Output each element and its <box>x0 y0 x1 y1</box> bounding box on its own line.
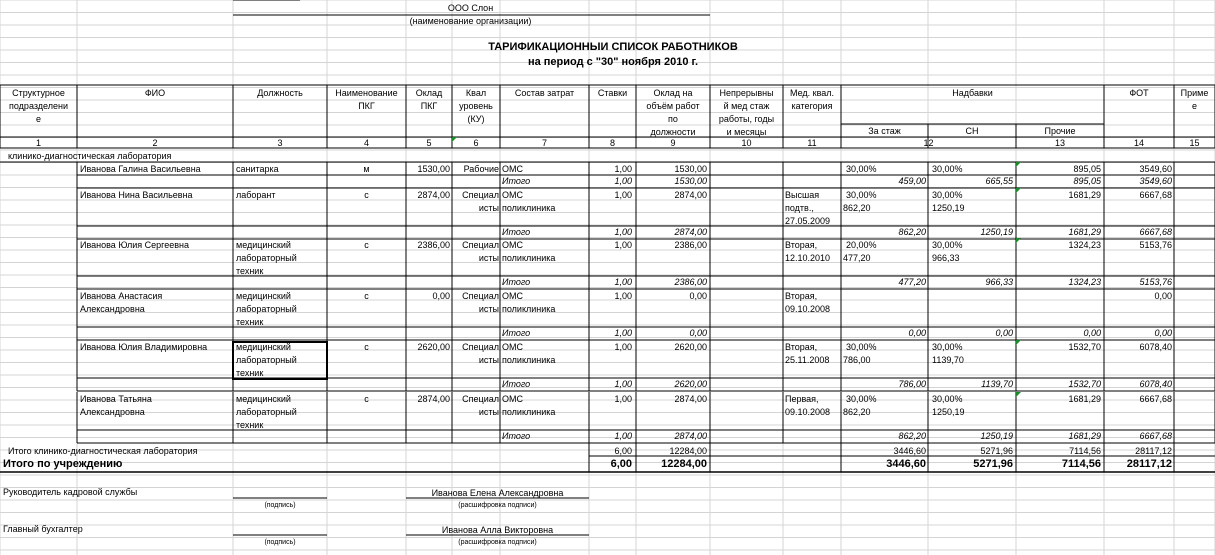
subtotal-rate: 1,00 <box>614 176 632 186</box>
header-c6: Квал <box>465 88 487 98</box>
fot-value: 6667,68 <box>1139 394 1172 404</box>
qual-level: исты <box>478 355 499 365</box>
stage-percent: 30,00% <box>846 394 877 404</box>
signature-name: Иванова Алла Викторовна <box>441 525 554 535</box>
fot-value: 6667,68 <box>1139 190 1172 200</box>
signature-role: Руководитель кадровой службы <box>3 487 138 497</box>
header-c10: Непрерывны <box>719 88 774 98</box>
subtotal-other: 895,05 <box>1073 176 1101 186</box>
header-c8: Ставки <box>597 88 628 98</box>
qual-level: Специал <box>462 342 499 352</box>
subtotal-other: 0,00 <box>1083 328 1101 338</box>
grand-total-stage: 3446,60 <box>886 458 926 470</box>
employee-position: техник <box>236 368 264 378</box>
sn-percent: 30,00% <box>932 240 963 250</box>
subtotal-other: 1681,29 <box>1068 431 1101 441</box>
sheet-title: ТАРИФИКАЦИОННЫЙ СПИСОК РАБОТНИКОВ <box>488 42 738 53</box>
dept-total-stage: 3446,60 <box>893 446 926 456</box>
subtotal-label: Итого <box>502 431 531 441</box>
org-name: ООО Слон <box>447 3 494 13</box>
column-number: 15 <box>1189 138 1200 148</box>
header-stage: За стаж <box>868 126 901 136</box>
stage-percent: 30,00% <box>846 190 877 200</box>
sn-amount: 966,33 <box>932 253 960 263</box>
department-name: клинико-диагностическая лаборатория <box>8 151 172 161</box>
cost-type: ОМС <box>502 190 523 200</box>
employee-position: санитарка <box>236 164 279 174</box>
subtotal-sn: 1250,19 <box>980 227 1013 237</box>
name-caption: (расшифровка подписи) <box>458 539 537 546</box>
header-allowances: Надбавки <box>952 88 993 98</box>
subtotal-sn: 665,55 <box>985 176 1013 186</box>
subtotal-stage: 459,00 <box>898 176 926 186</box>
med-category: 09.10.2008 <box>785 407 831 417</box>
subtotal-fot: 6667,68 <box>1139 227 1172 237</box>
volume-value: 2874,00 <box>674 190 707 200</box>
salary-value: 0,00 <box>432 291 450 301</box>
rate-value: 1,00 <box>614 240 632 250</box>
subtotal-label: Итого <box>502 379 531 389</box>
qual-level: Специал <box>462 190 499 200</box>
employee-position: лабораторный <box>236 304 297 314</box>
med-category: 12.10.2010 <box>785 253 831 263</box>
med-category: Первая, <box>785 394 819 404</box>
qual-level: Специал <box>462 394 499 404</box>
dept-total-volume: 12284,00 <box>669 446 707 456</box>
header-c3: Должность <box>257 88 303 98</box>
pkg-value: с <box>364 291 369 301</box>
header-c9: по <box>668 114 678 124</box>
header-c11: категория <box>791 101 833 111</box>
qual-level: Рабочие <box>463 164 499 174</box>
salary-value: 2620,00 <box>417 342 450 352</box>
grand-total-rate: 6,00 <box>610 458 632 470</box>
stage-percent: 30,00% <box>846 342 877 352</box>
qual-level: исты <box>478 203 499 213</box>
header-sn: СН <box>965 126 979 136</box>
signature-role: Главный бухгалтер <box>3 524 83 534</box>
subtotal-other: 1324,23 <box>1068 277 1101 287</box>
employee-name: Иванова Анастасия <box>80 291 163 301</box>
sn-percent: 30,00% <box>932 190 963 200</box>
sn-amount: 1250,19 <box>932 203 965 213</box>
qual-level: Специал <box>462 291 499 301</box>
header-c5: Оклад <box>415 88 443 98</box>
grand-total-volume: 12284,00 <box>661 458 707 470</box>
subtotal-volume: 2386,00 <box>674 277 707 287</box>
dept-total-other: 7114,56 <box>1069 446 1101 456</box>
other-allowance: 1532,70 <box>1068 342 1101 352</box>
subtotal-stage: 0,00 <box>908 328 926 338</box>
qual-level: исты <box>478 407 499 417</box>
subtotal-rate: 1,00 <box>614 277 632 287</box>
cost-type: ОМС <box>502 342 523 352</box>
cost-type: поликлиника <box>502 407 556 417</box>
grand-total-other: 7114,56 <box>1061 458 1101 470</box>
column-number: 4 <box>363 138 369 148</box>
cost-type: поликлиника <box>502 355 556 365</box>
grand-total-label: Итого по учреждению <box>3 458 123 470</box>
other-allowance: 1681,29 <box>1068 394 1101 404</box>
employee-position: техник <box>236 317 264 327</box>
rate-value: 1,00 <box>614 190 632 200</box>
employee-name: Александровна <box>80 304 145 314</box>
dept-total-fot: 28117,12 <box>1135 446 1172 456</box>
med-category: Вторая, <box>785 240 818 250</box>
employee-position: медицинский <box>236 342 291 352</box>
column-number: 9 <box>670 138 676 148</box>
header-c7: Состав затрат <box>514 88 575 98</box>
pkg-value: с <box>364 190 369 200</box>
qual-level: исты <box>478 253 499 263</box>
employee-name: Иванова Нина Васильевна <box>80 190 193 200</box>
salary-value: 2874,00 <box>417 394 450 404</box>
employee-name: Иванова Галина Васильевна <box>80 164 201 174</box>
subtotal-label: Итого <box>502 328 531 338</box>
employee-name: Иванова Татьяна <box>80 394 152 404</box>
header-fot: ФОТ <box>1129 88 1149 98</box>
sheet-subtitle: на период с "30" ноября 2010 г. <box>527 57 699 68</box>
header-c2: ФИО <box>144 88 166 98</box>
pkg-value: с <box>364 394 369 404</box>
dept-total-sn: 5271,96 <box>980 446 1013 456</box>
grand-total-sn: 5271,96 <box>973 458 1013 470</box>
employee-name: Александровна <box>80 407 145 417</box>
header-c11: Мед. квал. <box>789 88 835 98</box>
employee-name: Иванова Юлия Сергеевна <box>80 240 190 250</box>
header-c4: ПКГ <box>358 101 375 111</box>
volume-value: 0,00 <box>689 291 707 301</box>
subtotal-volume: 2874,00 <box>674 227 707 237</box>
subtotal-fot: 6667,68 <box>1139 431 1172 441</box>
med-category: Вторая, <box>785 291 818 301</box>
subtotal-rate: 1,00 <box>614 431 632 441</box>
org-caption: (наименование организации) <box>409 16 532 26</box>
sn-percent: 30,00% <box>932 164 963 174</box>
subtotal-volume: 2620,00 <box>674 379 707 389</box>
subtotal-rate: 1,00 <box>614 379 632 389</box>
fot-value: 0,00 <box>1154 291 1172 301</box>
other-allowance: 1324,23 <box>1068 240 1101 250</box>
header-c4: Наименование <box>335 88 398 98</box>
stage-amount: 862,20 <box>843 407 871 417</box>
volume-value: 2620,00 <box>674 342 707 352</box>
stage-amount: 786,00 <box>843 355 871 365</box>
column-number: 3 <box>277 138 283 148</box>
subtotal-volume: 2874,00 <box>674 431 707 441</box>
other-allowance: 895,05 <box>1073 164 1101 174</box>
stage-amount: 862,20 <box>843 203 871 213</box>
column-number: 10 <box>741 138 752 148</box>
pkg-value: с <box>364 342 369 352</box>
column-number: 8 <box>609 138 615 148</box>
column-number: 14 <box>1133 138 1144 148</box>
salary-value: 1530,00 <box>417 164 450 174</box>
salary-value: 2874,00 <box>417 190 450 200</box>
med-category: 25.11.2008 <box>785 355 830 365</box>
subtotal-sn: 966,33 <box>985 277 1013 287</box>
subtotal-stage: 862,20 <box>898 227 926 237</box>
header-c6: уровень <box>459 101 493 111</box>
volume-value: 2386,00 <box>674 240 707 250</box>
header-c1: подразделени <box>9 101 68 111</box>
header-c10: й мед стаж <box>723 101 770 111</box>
rate-value: 1,00 <box>614 291 632 301</box>
cost-type: ОМС <box>502 394 523 404</box>
cost-type: поликлиника <box>502 253 556 263</box>
subtotal-other: 1681,29 <box>1068 227 1101 237</box>
header-other: Прочие <box>1044 126 1076 136</box>
employee-position: техник <box>236 266 264 276</box>
header-c10: и месяцы <box>726 127 767 137</box>
med-category: 27.05.2009 <box>785 216 831 226</box>
header-c10: работы, годы <box>718 114 775 124</box>
subtotal-sn: 1139,70 <box>981 379 1013 389</box>
cost-type: поликлиника <box>502 304 556 314</box>
employee-name: Иванова Юлия Владимировна <box>80 342 208 352</box>
signature-name: Иванова Елена Александровна <box>431 488 564 498</box>
subtotal-rate: 1,00 <box>614 328 632 338</box>
volume-value: 1530,00 <box>674 164 707 174</box>
dept-total-rate: 6,00 <box>614 446 632 456</box>
employee-position: медицинский <box>236 240 291 250</box>
subtotal-fot: 5153,76 <box>1139 277 1172 287</box>
column-number: 5 <box>426 138 432 148</box>
pkg-value: м <box>363 164 370 174</box>
header-c9: объём работ <box>646 101 700 111</box>
med-category: подтв., <box>785 203 814 213</box>
column-number: 12 <box>923 138 934 148</box>
header-c1: е <box>35 114 41 124</box>
cost-type: ОМС <box>502 240 523 250</box>
grand-total-fot: 28117,12 <box>1126 458 1172 470</box>
salary-value: 2386,00 <box>417 240 450 250</box>
stage-percent: 30,00% <box>846 164 877 174</box>
subtotal-fot: 0,00 <box>1154 328 1172 338</box>
volume-value: 2874,00 <box>674 394 707 404</box>
employee-position: техник <box>236 420 264 430</box>
subtotal-fot: 6078,40 <box>1139 379 1172 389</box>
column-number: 1 <box>35 138 41 148</box>
fot-value: 3549,60 <box>1139 164 1172 174</box>
cost-type: ОМС <box>502 164 523 174</box>
subtotal-stage: 786,00 <box>898 379 926 389</box>
column-number: 2 <box>152 138 158 148</box>
sn-percent: 30,00% <box>932 394 963 404</box>
column-number: 7 <box>541 138 547 148</box>
subtotal-fot: 3549,60 <box>1139 176 1172 186</box>
employee-position: лаборант <box>236 190 276 200</box>
name-caption: (расшифровка подписи) <box>458 502 537 509</box>
subtotal-sn: 0,00 <box>995 328 1013 338</box>
qual-level: исты <box>478 304 499 314</box>
cost-type: ОМС <box>502 291 523 301</box>
header-c9: Оклад на <box>653 88 693 98</box>
pkg-value: с <box>364 240 369 250</box>
stage-amount: 477,20 <box>843 253 871 263</box>
qual-level: Специал <box>462 240 499 250</box>
rate-value: 1,00 <box>614 164 632 174</box>
header-c1: Структурное <box>12 88 65 98</box>
dept-total-label: Итого клинико-диагностическая лаборатория <box>8 446 198 456</box>
subtotal-label: Итого <box>502 227 531 237</box>
rate-value: 1,00 <box>614 342 632 352</box>
employee-position: медицинский <box>236 394 291 404</box>
signature-caption: (подпись) <box>264 539 296 546</box>
signature-caption: (подпись) <box>264 502 296 509</box>
fot-value: 6078,40 <box>1139 342 1172 352</box>
employee-position: лабораторный <box>236 355 297 365</box>
employee-position: медицинский <box>236 291 291 301</box>
subtotal-label: Итого <box>502 176 531 186</box>
med-category: Высшая <box>785 190 820 200</box>
header-c9: должности <box>650 127 696 137</box>
header-c5: ПКГ <box>420 101 438 111</box>
header-c6: (КУ) <box>467 114 485 124</box>
column-number: 6 <box>473 138 479 148</box>
sn-percent: 30,00% <box>932 342 963 352</box>
employee-position: лабораторный <box>236 407 297 417</box>
subtotal-label: Итого <box>502 277 531 287</box>
column-number: 11 <box>807 138 817 148</box>
sn-amount: 1250,19 <box>932 407 965 417</box>
header-note: Приме <box>1180 88 1209 98</box>
subtotal-volume: 1530,00 <box>674 176 707 186</box>
subtotal-rate: 1,00 <box>614 227 632 237</box>
subtotal-volume: 0,00 <box>689 328 707 338</box>
cost-type: поликлиника <box>502 203 556 213</box>
rate-value: 1,00 <box>614 394 632 404</box>
fot-value: 5153,76 <box>1139 240 1172 250</box>
column-number: 13 <box>1054 138 1065 148</box>
sn-amount: 1139,70 <box>932 355 964 365</box>
med-category: 09.10.2008 <box>785 304 831 314</box>
employee-position: лабораторный <box>236 253 297 263</box>
other-allowance: 1681,29 <box>1068 190 1101 200</box>
subtotal-stage: 862,20 <box>898 431 926 441</box>
subtotal-sn: 1250,19 <box>980 431 1013 441</box>
subtotal-stage: 477,20 <box>898 277 926 287</box>
header-note: е <box>1191 101 1197 111</box>
stage-percent: 20,00% <box>846 240 877 250</box>
subtotal-other: 1532,70 <box>1068 379 1101 389</box>
med-category: Вторая, <box>785 342 818 352</box>
